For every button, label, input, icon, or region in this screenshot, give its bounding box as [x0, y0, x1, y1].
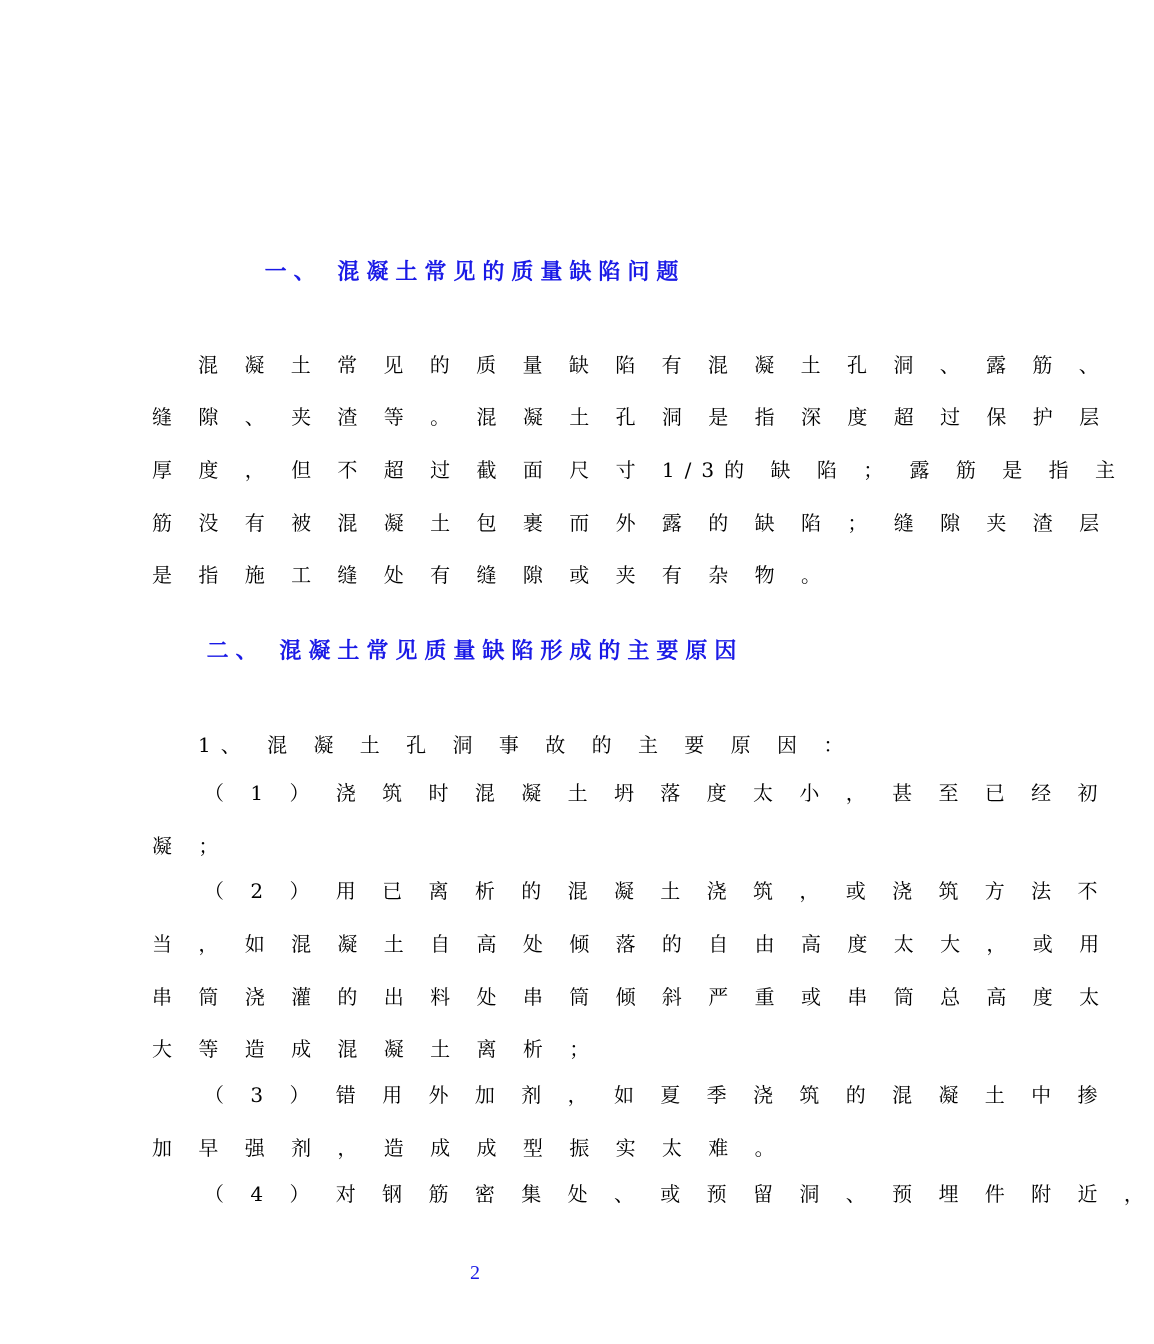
list-intro: 1、 混 凝 土 孔 洞 事 故 的 主 要 原 因 ： — [198, 733, 854, 757]
item-2-line-4: 大 等 造 成 混 凝 土 离 析 ； — [152, 1037, 600, 1061]
page-number: 2 — [470, 1262, 480, 1284]
item-2-line-1: （ 2 ） 用 已 离 析 的 混 凝 土 浇 筑 ， 或 浇 筑 方 法 不 — [204, 879, 1108, 903]
paragraph-1-line-3: 厚 度 ， 但 不 超 过 截 面 尺 寸 1/3的 缺 陷 ； 露 筋 是 指 主 — [152, 458, 1125, 482]
paragraph-1-line-5: 是 指 施 工 缝 处 有 缝 隙 或 夹 有 杂 物 。 — [152, 563, 832, 587]
paragraph-1-line-1: 混 凝 土 常 见 的 质 量 缺 陷 有 混 凝 土 孔 洞 、 露 筋 、 — [198, 353, 1109, 377]
section-heading-2: 二、 混凝土常见质量缺陷形成的主要原因 — [206, 639, 744, 664]
item-3-line-2: 加 早 强 剂 ， 造 成 成 型 振 实 太 难 。 — [152, 1136, 785, 1160]
item-2-line-2: 当 ， 如 混 凝 土 自 高 处 倾 落 的 自 由 高 度 太 大 ， 或 用 — [152, 932, 1110, 956]
item-3-line-1: （ 3 ） 错 用 外 加 剂 ， 如 夏 季 浇 筑 的 混 凝 土 中 掺 — [204, 1083, 1108, 1107]
item-1-line-1: （ 1 ） 浇 筑 时 混 凝 土 坍 落 度 太 小 ， 甚 至 已 经 初 — [204, 781, 1108, 805]
item-1-line-2: 凝 ； — [152, 834, 229, 858]
paragraph-1-line-2: 缝 隙 、 夹 渣 等 。 混 凝 土 孔 洞 是 指 深 度 超 过 保 护 层 — [152, 405, 1110, 429]
section-heading-1: 一、 混凝土常见的质量缺陷问题 — [264, 260, 686, 285]
item-4-line-1: （ 4 ） 对 钢 筋 密 集 处 、 或 预 留 洞 、 预 埋 件 附 近 ， — [204, 1182, 1154, 1206]
paragraph-1-line-4: 筋 没 有 被 混 凝 土 包 裹 而 外 露 的 缺 陷 ； 缝 隙 夹 渣 层 — [152, 511, 1110, 535]
item-2-line-3: 串 筒 浇 灌 的 出 料 处 串 筒 倾 斜 严 重 或 串 筒 总 高 度 太 — [152, 985, 1110, 1009]
